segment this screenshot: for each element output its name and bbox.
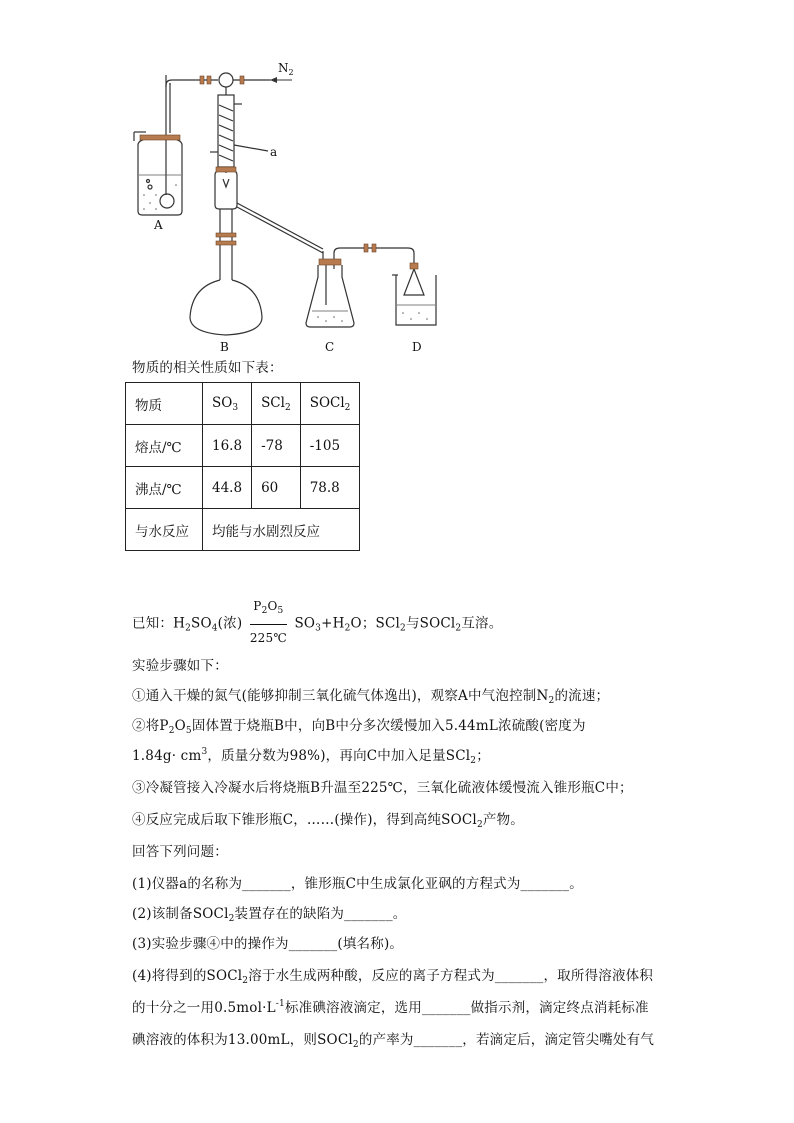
table-cell: 16.8 — [203, 425, 252, 467]
table-cell: 60 — [252, 467, 301, 509]
table-row — [126, 425, 360, 467]
step-4: ④反应完成后取下锥形瓶C，……(操作)，得到高纯SOCl$_2$产物。 — [132, 812, 524, 830]
table-cell: 78.8 — [300, 467, 360, 509]
table-cell: 均能与水剧烈反应 — [203, 509, 360, 551]
table-row — [126, 383, 360, 425]
question-4-cont1: 的十分之一用$0.5mol\cdot L^{-1}$标准碘溶液滴定，选用_______做指示剂，滴定终点消耗标准 — [132, 999, 649, 1016]
known-equation: 已知：$H_2SO_4$(浓) $\frac{P_2O_5}{225℃}$ $SO_3+H_2O$；SCl$_2$与SOCl$_2$互溶。 — [132, 596, 502, 652]
label-b-flask: B — [220, 340, 229, 354]
label-condenser-a: a — [270, 145, 278, 159]
table-cell: 熔点/℃ — [126, 425, 203, 467]
properties-table — [125, 382, 360, 551]
table-header-cell: $SO_3$ — [203, 383, 252, 425]
label-c-flask: C — [325, 340, 335, 354]
apparatus-diagram — [120, 55, 680, 355]
label-d-beaker: D — [412, 340, 422, 354]
reaction-condition: $\frac{P_2O_5}{225℃}$ — [250, 594, 287, 650]
questions-title: 回答下列问题： — [132, 844, 228, 860]
table-cell: 44.8 — [203, 467, 252, 509]
question-2: (2)该制备SOCl$_2$装置存在的缺陷为_______。 — [132, 906, 407, 924]
question-3: (3)实验步骤④中的操作为_______(填名称)。 — [132, 936, 404, 952]
label-n2: $N_2$ — [278, 61, 294, 77]
table-header-cell: 物质 — [126, 383, 203, 425]
step-1: ①通入干燥的氮气(能够抑制三氧化硫气体逸出)，观察A中气泡控制$N_2$的流速； — [132, 688, 610, 706]
step-2: ②将$P_2O_5$固体置于烧瓶B中，向B中分多次缓慢加入5.44mL浓硫酸(密度为 — [132, 718, 586, 736]
steps-title: 实验步骤如下： — [132, 658, 228, 674]
question-4: (4)将得到的SOCl$_2$溶于水生成两种酸，反应的离子方程式为_______，取所得溶液体积 — [132, 968, 654, 986]
table-cell: -105 — [300, 425, 360, 467]
step-3: ③冷凝管接入冷凝水后将烧瓶B升温至225℃，三氧化硫液体缓慢流入锥形瓶C中； — [132, 780, 633, 796]
table-cell: 沸点/℃ — [126, 467, 203, 509]
table-header-cell: SOCl$_2$ — [300, 383, 360, 425]
table-cell: -78 — [252, 425, 301, 467]
table-row — [126, 509, 360, 551]
table-intro: 物质的相关性质如下表： — [132, 360, 283, 376]
table-row — [126, 467, 360, 509]
label-a-bottle: A — [154, 218, 163, 232]
question-4-cont2: 碘溶液的体积为13.00mL，则SOCl$_2$的产率为_______，若滴定后，滴定管尖嘴处有气 — [132, 1032, 655, 1050]
question-1: (1)仪器a的名称为_______，锥形瓶C中生成氯化亚砜的方程式为_______。 — [132, 876, 583, 892]
step-2-cont: $1.84g\cdot cm^3$，质量分数为98%)，再向C中加入足量SCl$_2$； — [132, 747, 490, 766]
table-header-cell: SCl$_2$ — [252, 383, 301, 425]
table-cell: 与水反应 — [126, 509, 203, 551]
